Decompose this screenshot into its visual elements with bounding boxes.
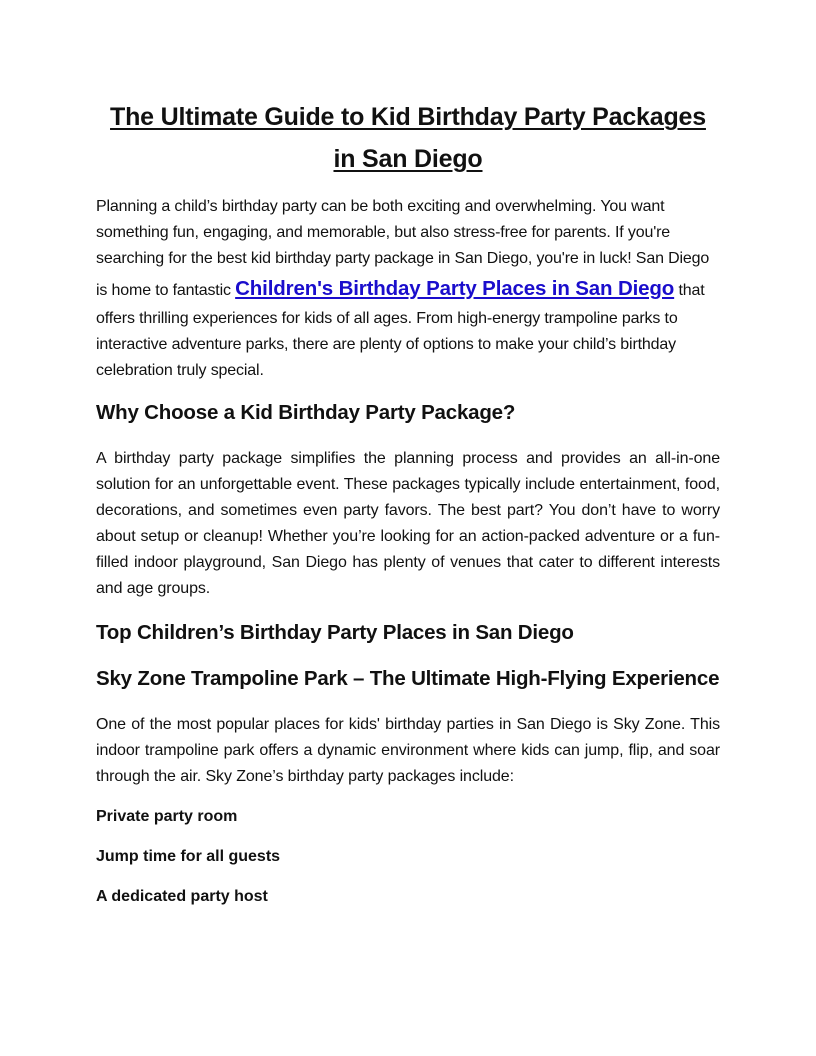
why-choose-heading: Why Choose a Kid Birthday Party Package? [96, 401, 516, 424]
document-page [96, 96, 720, 910]
top-places-heading: Top Children’s Birthday Party Places in San Diego [96, 621, 574, 644]
sky-zone-paragraph: One of the most popular places for kids' birthday parties in San Diego is Sky Zone. This indoor trampoline park offers a dynamic environment where kids can jump, flip, and soar through the air. Sky Zone’s birthday party packages include: [96, 716, 720, 785]
intro-text-after-link: that offers thrilling experiences for kids of all ages. From high-energy trampoline parks to interactive adventure parks, there are plenty of options to make your child’s birthday celebration truly special. [96, 282, 705, 379]
document-title: The Ultimate Guide to Kid Birthday Party Packages in San Diego [110, 103, 706, 173]
sky-zone-heading: Sky Zone Trampoline Park – The Ultimate High-Flying Experience [96, 667, 720, 690]
why-choose-paragraph: A birthday party package simplifies the planning process and provides an all-in-one solution for an unforgettable event. These packages typically include entertainment, food, decorations, and sometimes even party favors. The best part? You don’t have to worry about setup or cleanup! Whether you’re looking for an action-packed adventure or a fun-filled indoor playground, San Diego has plenty of venues that cater to different interests and age groups. [96, 450, 720, 597]
feature-item-private-room: Private party room [96, 808, 238, 825]
birthday-places-link[interactable]: Children's Birthday Party Places in San Diego [235, 277, 675, 300]
intro-text-before-link: Planning a child’s birthday party can be both exciting and overwhelming. You want something fun, engaging, and memorable, but also stress-free for parents. If you're searching for the best kid birthday party package in San Diego, you're in luck! San Diego is home to fantastic [96, 198, 710, 299]
feature-item-party-host: A dedicated party host [96, 888, 268, 905]
feature-item-jump-time: Jump time for all guests [96, 848, 281, 865]
intro-paragraph [96, 194, 720, 384]
